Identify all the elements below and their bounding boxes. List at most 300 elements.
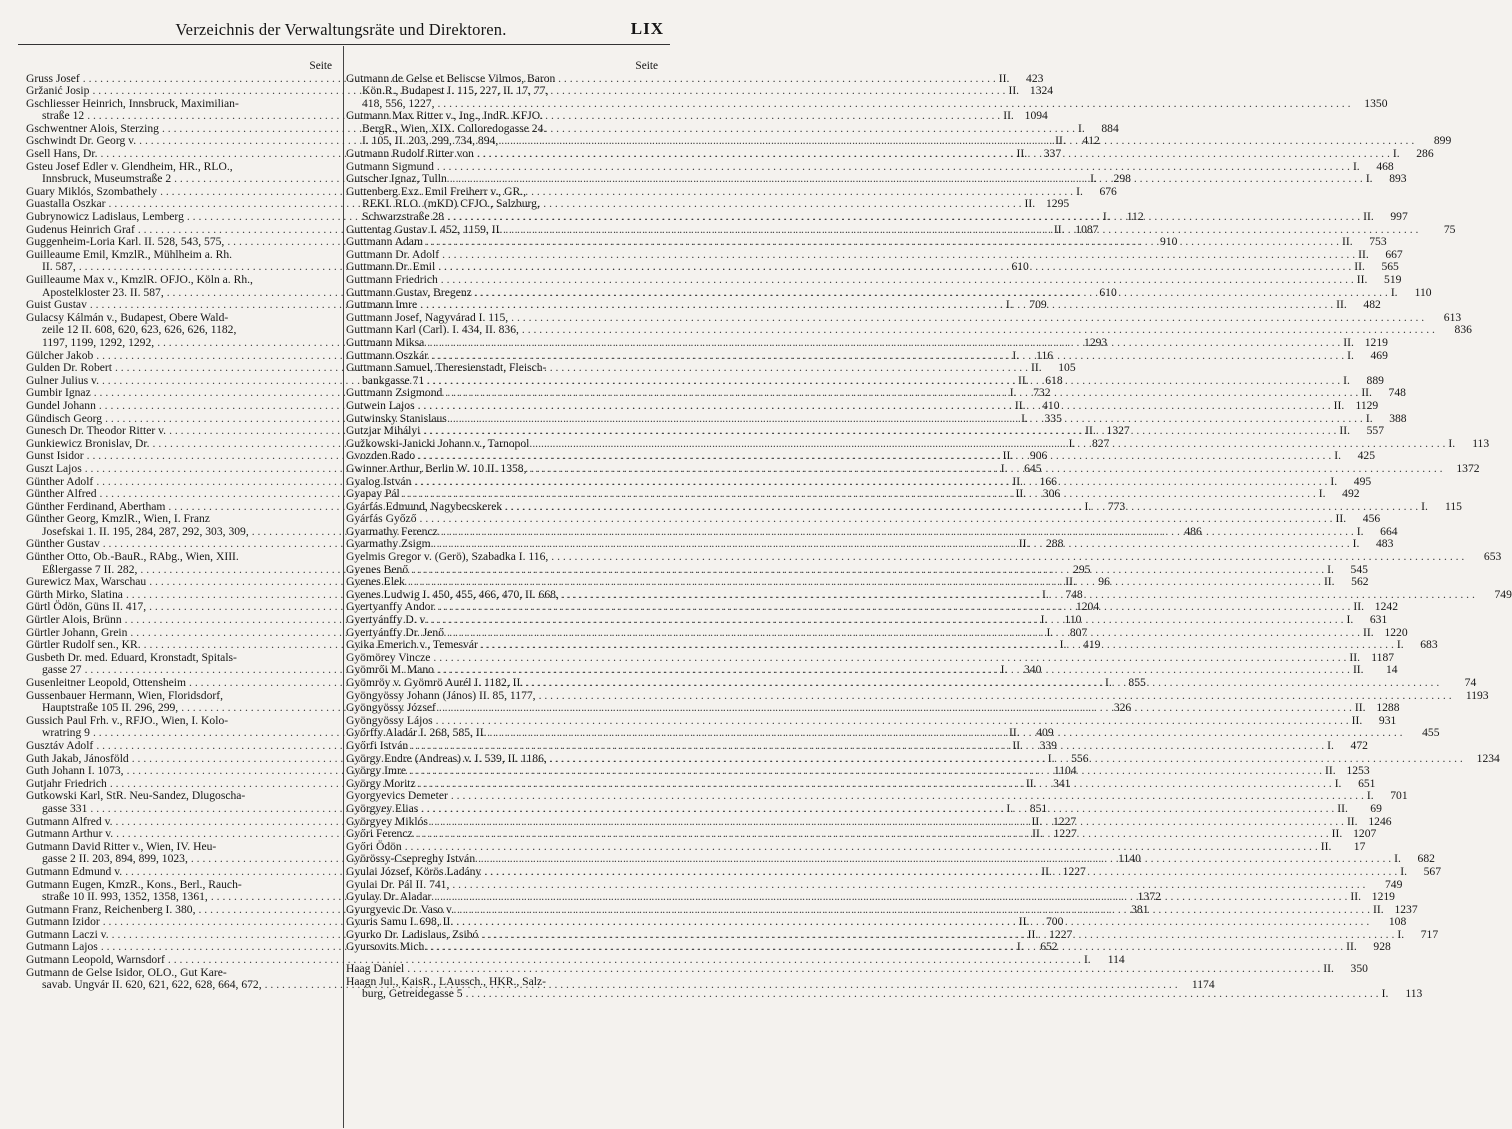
entry-volume: I.	[1448, 436, 1456, 450]
entry-page: 613	[1443, 310, 1462, 324]
entry-text: Gyenes Elek	[346, 575, 405, 589]
entry-volume: I.	[1327, 562, 1334, 576]
entry-page: 827	[1091, 436, 1110, 450]
entry-volume: II.	[1025, 776, 1037, 790]
entry-page: 855	[1128, 676, 1146, 689]
entry-volume: II.	[1353, 600, 1364, 614]
entry-text: Gyursovits Mich.	[346, 940, 428, 954]
entry-text: Gyöngyössy Johann (János) II. 85, 1177,	[346, 688, 536, 702]
entry-text: Gutjahr Friedrich	[26, 776, 107, 790]
entry-page: 472	[1350, 738, 1368, 752]
entry-page: 1372	[1137, 890, 1161, 904]
header-rule	[18, 44, 670, 45]
entry-page: 425	[1357, 449, 1376, 463]
entry-page: 1227	[1052, 814, 1077, 828]
entry-page: 482	[1363, 298, 1381, 312]
entry-page: 1207	[1353, 827, 1377, 841]
entry-page: 456	[1362, 512, 1381, 526]
entry-text: burg, Getreidegasse 5	[362, 987, 463, 1001]
entry-text: György Endre (Andreas) v. I. 539, II. 1186,	[346, 751, 547, 765]
entry-text: Gyalog István	[346, 474, 412, 488]
entry-page: 1220	[1384, 625, 1408, 639]
entry-page: 889	[1366, 373, 1384, 387]
entry-volume: I.	[1365, 172, 1373, 186]
entry-line: Gutmann de Gelse Isidor, OLO., Gut Kare-	[26, 965, 227, 979]
entry-text: gasse 27	[42, 663, 82, 677]
entry-page: 341	[1053, 776, 1071, 790]
entry-page: 906	[1029, 449, 1048, 463]
entry-page: 749	[1385, 877, 1403, 891]
entry-volume: I.	[1352, 159, 1360, 173]
entry-page: 748	[1065, 587, 1083, 601]
entry-volume: I.	[1000, 461, 1008, 475]
entry-line: Gutmann Eugen, KmzR., Kons., Berl., Rauch-	[26, 877, 242, 891]
entry-page: 1227	[1049, 927, 1073, 941]
entry-page: 112	[1126, 210, 1144, 224]
entry-text: Gutmann Franz, Reichenberg I. 380,	[26, 902, 196, 916]
entry-page: 1253	[1346, 764, 1370, 778]
leader-dots	[430, 614, 1343, 627]
entry-page: 1293	[1084, 335, 1108, 349]
entry-page: 683	[1420, 638, 1438, 652]
entry-text: Gyenes Ludwig I. 450, 455, 466, 470, II. 668,	[346, 587, 559, 601]
entry-line: Guttmann Samuel, Theresienstadt, Fleisch-	[346, 361, 547, 375]
entry-volume: I.	[1347, 348, 1354, 362]
entry-text: Guastalla Oszkar	[26, 197, 106, 211]
entry-text: Gutmann Sigmund	[346, 159, 434, 173]
entry-text: Gschwentner Alois, Sterzing	[26, 121, 159, 135]
entry-volume: II.	[1041, 864, 1052, 878]
entry-page: 492	[1342, 487, 1360, 501]
entry-text: Gyöngyössy Lájos	[346, 713, 433, 727]
entry-page: 1219	[1364, 335, 1388, 349]
entry-text: Gusenleitner Leopold, Ottensheim	[26, 676, 187, 689]
entry-page: 116	[1036, 348, 1054, 362]
entry-page: 732	[1033, 386, 1051, 400]
entry-page: 851	[1029, 801, 1048, 815]
leader-dots	[551, 551, 1464, 564]
entry-page: 700	[1045, 915, 1064, 929]
entry-line: Gussenbauer Hermann, Wien, Floridsdorf,	[26, 688, 224, 702]
entry-page: 1129	[1355, 398, 1379, 412]
entry-page: 1219	[1371, 890, 1395, 904]
entry-page: 69	[1370, 801, 1382, 815]
page-title: Verzeichnis der Verwaltungsräte und Direktoren.	[175, 20, 507, 39]
entry-page: 664	[1380, 524, 1398, 538]
entry-volume: I.	[1334, 449, 1342, 463]
entry-page: 997	[1390, 210, 1408, 224]
leader-dots	[420, 513, 1333, 526]
entry-volume: I.	[1047, 751, 1055, 765]
entry-volume: II.	[1055, 134, 1066, 148]
entry-text: Gyömröy v. Gyömrö Aurél I. 1182, II.	[346, 676, 524, 689]
entry-text: Gutwein Lajos	[346, 398, 415, 412]
entry-page: 114	[1107, 953, 1125, 967]
entry-page: 105	[1058, 361, 1076, 375]
entry-line-last	[346, 512, 1381, 526]
entry-line: Haagn Jul., KaisR., LAussch., HKR., Salz-	[346, 974, 546, 988]
leader-dots	[447, 211, 1360, 224]
entry-volume: I.	[1334, 776, 1342, 790]
page-number: LIX	[630, 19, 664, 38]
entry-volume: I.	[1397, 927, 1405, 941]
entry-text: Gumbir Ignaz	[26, 386, 91, 400]
entry-text: Gyertyánffy D. v.	[346, 613, 428, 627]
entry-line: REKI. RLO. (mKD) CFJO., Salzburg,	[362, 197, 540, 211]
entry-text: Gužkowski-Janicki Johann v., Tarnopol	[346, 436, 530, 450]
entry-volume: II.	[1003, 109, 1014, 123]
entry-volume: I.	[1352, 537, 1360, 551]
entry-text: Gyárfás Edmund, Nagybecskerek	[346, 499, 503, 513]
index-entry	[346, 273, 1402, 287]
entry-page: 836	[1454, 323, 1472, 337]
entry-page: 468	[1376, 159, 1394, 173]
entry-text: Gutmann Leopold, Warnsdorf	[26, 953, 165, 967]
entry-volume: I.	[1078, 121, 1085, 135]
entry-volume: II.	[1333, 398, 1345, 412]
entry-text: Guttmann Oszkár	[346, 348, 429, 362]
entry-text: Gürtler Johann, Grein	[26, 625, 128, 639]
entry-volume: II.	[1320, 839, 1332, 853]
entry-volume: I.	[1012, 348, 1020, 362]
entry-text: Gubrynowicz Ladislaus, Lemberg	[26, 210, 184, 224]
entry-page: 667	[1385, 247, 1403, 261]
entry-text: Guttmann Friedrich	[346, 273, 438, 286]
entry-volume: I.	[1068, 436, 1076, 450]
leader-dots	[409, 765, 1322, 778]
entry-text: Gyelmis Gregor v. (Gerö), Szabadka I. 116,	[346, 550, 549, 564]
entry-volume: II.	[1354, 701, 1366, 715]
entry-volume: II.	[1012, 738, 1023, 752]
entry-line: Gutmann de Gelse et Beliscse Vilmos, Baron	[346, 71, 556, 85]
entry-page: 557	[1366, 424, 1385, 438]
entry-volume: I.	[1394, 852, 1401, 866]
entry-volume: I.	[1318, 487, 1326, 501]
entry-volume: II.	[1027, 927, 1039, 941]
leader-dots	[430, 941, 1343, 954]
entry-volume: II.	[1009, 726, 1020, 740]
entry-page: 928	[1373, 940, 1391, 954]
entry-volume: I.	[1076, 184, 1083, 198]
entry-text: Gusztáv Adolf	[26, 738, 94, 752]
entry-page: 495	[1353, 474, 1372, 488]
entry-page: 381	[1131, 902, 1149, 916]
entry-text: Gyömörey Vincze	[346, 650, 431, 664]
entry-volume: II.	[1018, 373, 1029, 387]
entry-page: 326	[1113, 701, 1132, 715]
entry-volume: I.	[1396, 638, 1404, 652]
leader-dots	[420, 299, 1333, 312]
entry-page: 350	[1350, 962, 1368, 976]
entry-line-last	[346, 987, 1423, 1001]
entry-page: 645	[1024, 461, 1042, 475]
entry-page: 931	[1378, 713, 1397, 727]
entry-text: Guttmann Karl (Carl). I. 434, II. 836,	[346, 323, 519, 337]
entry-text: Gyertyanffy Andor	[346, 600, 435, 614]
entry-text: Gurewicz Max, Warschau	[26, 575, 147, 589]
entry-line: Gsteu Josef Edler v. Glendheim, HR., RLO.,	[26, 159, 233, 173]
entry-page: 469	[1370, 348, 1388, 362]
entry-volume: I.	[1102, 210, 1110, 224]
entry-volume: I.	[1346, 613, 1354, 627]
entry-page: 340	[1024, 663, 1042, 677]
entry-text: Gutmann Edmund v.	[26, 864, 123, 878]
entry-text: Gyarmathy Ferencz	[346, 524, 438, 538]
leader-dots	[437, 98, 1350, 111]
entry-page: 409	[1036, 726, 1054, 740]
entry-text: Gutmann Lajos	[26, 940, 98, 954]
entry-volume: I.	[1381, 987, 1389, 1001]
entry-page: 110	[1414, 285, 1432, 299]
entry-line-last	[346, 273, 1402, 287]
entry-page: 1187	[1371, 650, 1395, 664]
leader-dots	[439, 702, 1352, 715]
entry-page: 618	[1045, 373, 1063, 387]
entry-volume: II.	[1331, 827, 1343, 841]
entry-line: Gusbeth Dr. med. Eduard, Kronstadt, Spitals-	[26, 650, 237, 664]
entry-page: 884	[1101, 121, 1119, 135]
index-entry	[26, 953, 1125, 967]
leader-dots	[408, 576, 1321, 589]
entry-text: Gruss Josef	[26, 71, 80, 85]
entry-volume: II.	[1024, 197, 1036, 211]
entry-text: Gsell Hans, Dr.	[26, 147, 98, 161]
entry-page: 1295	[1045, 197, 1070, 211]
entry-line: Gutmann David Ritter v., Wien, IV. Heu-	[26, 839, 217, 853]
entry-page: 1234	[1476, 751, 1500, 765]
entry-volume: I.	[1330, 474, 1338, 488]
entry-page: 486	[1184, 524, 1202, 538]
entry-page: 773	[1107, 499, 1126, 513]
entry-page: 419	[1083, 638, 1101, 652]
entry-volume: II.	[1031, 814, 1043, 828]
entry-volume: II.	[1337, 801, 1348, 815]
leader-dots	[407, 963, 1320, 976]
entry-page: 1327	[1106, 424, 1130, 438]
index-entry	[346, 550, 1502, 564]
entry-text: Guist Gustav	[26, 298, 87, 312]
entry-page: 108	[1388, 915, 1407, 929]
entry-text: Gyorgyevics Demeter	[346, 789, 448, 803]
entry-line: Gschliesser Heinrich, Innsbruck, Maximilian-	[26, 96, 239, 110]
entry-text: Gyulay Dr. Aladar	[346, 890, 432, 904]
entry-volume: II.	[1356, 273, 1368, 286]
entry-text: Gyurgyevic Dr. Vaso v.	[346, 902, 454, 916]
entry-text: Guth Jakab, Jánosföld	[26, 751, 129, 765]
entry-page: 631	[1369, 613, 1388, 627]
entry-volume: II.	[1012, 474, 1023, 488]
entry-volume: II.	[1346, 940, 1357, 954]
entry-page: 567	[1423, 864, 1442, 878]
entry-page: 335	[1044, 411, 1062, 425]
entry-volume: I.	[1327, 738, 1334, 752]
entry-page: 1237	[1394, 902, 1418, 916]
entry-volume: II.	[1352, 663, 1364, 677]
entry-text: Guttmann Dr. Adolf	[346, 247, 440, 261]
entry-volume: II.	[1346, 814, 1358, 828]
entry-volume: II.	[1351, 713, 1363, 727]
entry-volume: I.	[1000, 663, 1008, 677]
entry-text: wratring 9	[42, 726, 90, 740]
entry-page: 610	[1099, 285, 1117, 299]
entry-page: 410	[1042, 398, 1060, 412]
entry-page: 910	[1159, 235, 1178, 249]
entry-text: Guttmann Josef, Nagyvárad I. 115,	[346, 310, 509, 324]
entry-volume: II.	[1325, 764, 1336, 778]
leader-dots	[426, 236, 1339, 249]
entry-text: Gyöngyössy József	[346, 701, 436, 715]
entry-text: Guttmann Dr. Emil	[346, 260, 436, 274]
entry-volume: I.	[1105, 676, 1112, 689]
entry-volume: II.	[1016, 147, 1028, 161]
entry-line: Gutmann Max Ritter v., Ing., IndR. KFJO.	[346, 109, 543, 123]
entry-text: Josefskai 1. II. 195, 284, 287, 292, 303, 309,	[42, 524, 249, 538]
entry-text: Hauptstraße 105 II. 296, 299,	[42, 701, 179, 715]
entry-text: Gutzjar Mihályi	[346, 424, 421, 438]
leader-dots	[477, 148, 1390, 161]
entry-text: Gulner Julius v.	[26, 373, 99, 387]
entry-volume: II.	[1350, 890, 1361, 904]
entry-page: 288	[1046, 537, 1064, 551]
entry-page: 652	[1040, 940, 1058, 954]
entry-page: 807	[1069, 625, 1088, 639]
entry-text: Gyurko Dr. Ladislaus, Zsibó	[346, 927, 479, 941]
entry-volume: I.	[1421, 499, 1428, 513]
leader-dots	[481, 639, 1394, 652]
entry-text: Gundel Johann	[26, 398, 96, 412]
seite-label: Seite	[635, 60, 658, 72]
entry-volume: II.	[1361, 386, 1372, 400]
entry-volume: I.	[1365, 411, 1373, 425]
entry-text: Guth Johann I. 1073,	[26, 764, 124, 778]
entry-volume: II.	[1008, 84, 1020, 98]
leader-dots	[416, 828, 1329, 841]
entry-text: bankgasse 71	[362, 373, 425, 387]
entry-text: Gunesch Dr. Theodor Ritter v.	[26, 424, 167, 438]
entry-text: II. 587,	[42, 260, 76, 274]
entry-page: 545	[1350, 562, 1368, 576]
entry-text: straße 10 II. 993, 1352, 1358, 1361,	[42, 890, 208, 904]
entry-text: Gunkiewicz Bronislav, Dr.	[26, 436, 150, 450]
entry-text: Schwarzstraße 28	[362, 210, 445, 224]
entry-page: 306	[1042, 487, 1061, 501]
leader-dots	[466, 988, 1379, 1001]
entry-page: 74	[1464, 676, 1477, 689]
entry-volume: II.	[1341, 235, 1353, 249]
entry-text: Guttmann Zsigmond	[346, 386, 443, 400]
leader-dots	[418, 400, 1331, 413]
entry-text: Győri Ödön	[346, 839, 402, 853]
entry-page: 1204	[1075, 600, 1100, 614]
entry-text: Gyenes Benő	[346, 562, 409, 576]
entry-volume: I.	[1016, 940, 1024, 954]
entry-volume: II.	[1002, 449, 1014, 463]
entry-page: 423	[1026, 71, 1044, 85]
entry-text: Gürtler Rudolf sen., KR.	[26, 638, 141, 652]
entry-text: Gyarmathy Zsigm.	[346, 537, 434, 551]
entry-text: Gyömrői M. Mano	[346, 663, 434, 677]
entry-page: 1094	[1024, 109, 1048, 123]
entry-volume: II.	[1335, 512, 1347, 526]
entry-volume: I.	[1005, 298, 1013, 312]
entry-page: 1174	[1191, 978, 1215, 992]
entry-volume: II.	[998, 71, 1010, 85]
entry-volume: I.	[1021, 411, 1028, 425]
entry-volume: I.	[1390, 285, 1398, 299]
entry-page: 556	[1071, 751, 1089, 765]
entry-page: 1324	[1029, 84, 1054, 98]
entry-volume: I.	[1083, 953, 1091, 967]
entry-text: Györgyey Miklós	[346, 814, 428, 828]
entry-text: Günther Gustav	[26, 537, 100, 551]
entry-text: Gyertyánffy Dr. Jenő	[346, 625, 444, 639]
entry-page: 166	[1039, 474, 1057, 488]
entry-page: 701	[1390, 789, 1408, 803]
entry-volume: II.	[1336, 298, 1347, 312]
entry-volume: I.	[1392, 147, 1400, 161]
entry-volume: II.	[1014, 398, 1026, 412]
entry-page: 1140	[1118, 852, 1141, 866]
entry-volume: II.	[1349, 650, 1361, 664]
leader-dots	[526, 677, 1439, 690]
leader-dots	[456, 916, 1369, 929]
leader-dots	[421, 803, 1334, 816]
entry-page: 1227	[1062, 864, 1086, 878]
entry-page: 753	[1369, 235, 1387, 249]
entry-page: 113	[1472, 436, 1490, 450]
entry-text: 1197, 1199, 1292, 1292,	[42, 335, 155, 349]
entry-page: 483	[1375, 537, 1394, 551]
entry-page: 1227	[1053, 827, 1077, 841]
entry-page: 113	[1405, 987, 1423, 1001]
entry-page: 610	[1011, 260, 1029, 274]
entry-text: Györgyey Elias	[346, 801, 419, 815]
entry-volume: II.	[1358, 247, 1369, 261]
entry-text: straße 12	[42, 109, 85, 123]
entry-volume: I.	[1400, 864, 1408, 878]
entry-text: Gutmann Arthur v.	[26, 827, 114, 841]
entry-text: Innsbruck, Museumstraße 2	[42, 172, 172, 186]
entry-text: Gutmann Alfred v.	[26, 814, 113, 828]
leader-dots	[431, 350, 1344, 363]
entry-text: Gyika Emerich v., Temesvár	[346, 638, 478, 652]
entry-text: Gschwindt Dr. Georg v.	[26, 134, 137, 148]
entry-text: Gvozden Rado	[346, 449, 416, 463]
entry-page: 1104	[1053, 764, 1077, 778]
entry-text: Guggenheim-Loria Karl. II. 528, 543, 575,	[26, 235, 225, 249]
entry-volume: II.	[1354, 260, 1365, 274]
entry-line: Kön.R., Budapest I. 115, 227, II. 17, 77,	[362, 84, 549, 98]
entry-line-last	[26, 953, 1125, 967]
entry-text: savab. Ungvár II. 620, 621, 622, 628, 664, 672,	[42, 978, 262, 992]
entry-volume: I.	[1366, 789, 1374, 803]
entry-page: 676	[1099, 184, 1117, 198]
entry-line-last	[346, 550, 1502, 564]
entry-line: Gussich Paul Frh. v., RFJO., Wien, I. Kolo-	[26, 713, 229, 727]
entry-volume: I.	[1040, 613, 1048, 627]
entry-volume: I.	[1356, 524, 1364, 538]
entry-volume: I.	[1084, 499, 1092, 513]
entry-text: Gündisch Georg	[26, 411, 103, 425]
entry-text: Gyapay Pál	[346, 487, 400, 501]
entry-text: György Imre	[346, 764, 406, 778]
entry-volume: I.	[1006, 801, 1014, 815]
entry-page: 388	[1389, 411, 1407, 425]
entry-text: Gwinner Arthur, Berlin W. 10 II. 1358,	[346, 461, 527, 475]
entry-page: 75	[1443, 222, 1456, 236]
entry-volume: I.	[1059, 638, 1067, 652]
entry-volume: I.	[1343, 373, 1350, 387]
